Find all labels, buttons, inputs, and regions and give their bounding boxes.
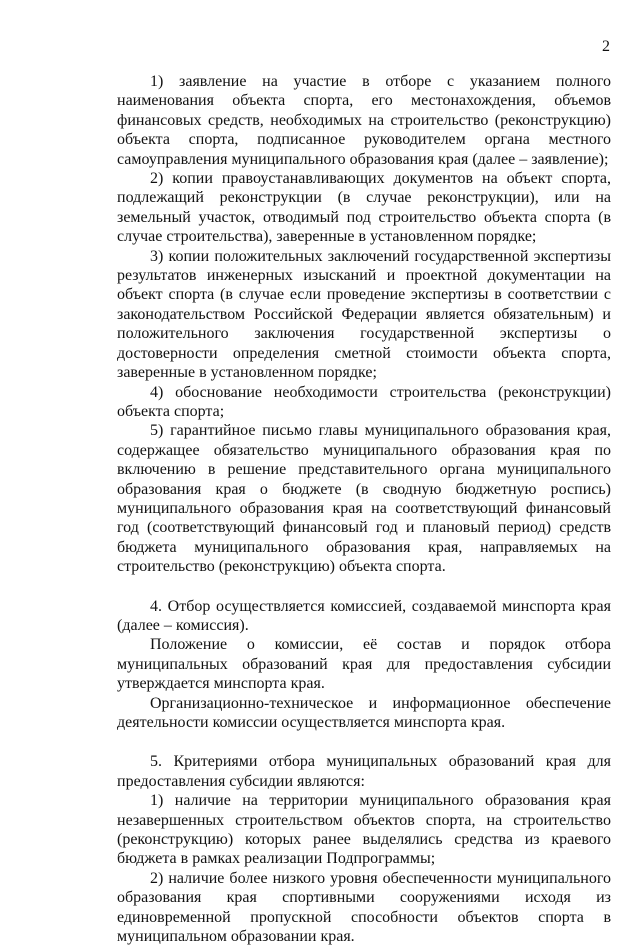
section-4-selection: 4. Отбор осуществляется комиссией, создаваемой минспорта края (далее – комиссия).	[117, 597, 611, 634]
section-4-commission-regulation: Положение о комиссии, её состав и порядок отбора муниципальных образований края для предоставления субсидии утверждается минспорта края.	[117, 636, 611, 693]
document-body	[117, 72, 611, 946]
list-item-title-documents: 2) копии правоустанавливающих документов на объект спорта, подлежащий реконструкции (в случае реконструкции), или на земельный участок, отводимый под строительство объекта спорта (в случае строительства), заверенные в установленном порядке;	[117, 170, 611, 246]
criterion-low-provision: 2) наличие более низкого уровня обеспеченности муниципального образования края спортивными сооружениями исходя из единовременной пропускной способности объектов спорта в муниципальном образовании края.	[117, 869, 611, 946]
list-item-justification: 4) обоснование необходимости строительства (реконструкции) объекта спорта;	[117, 383, 611, 420]
list-item-application: 1) заявление на участие в отборе с указанием полного наименования объекта спорта, его местонахождения, объемов финансовых средств, необходимых на строительство (реконструкцию) объекта спорта, подписанное руководителем органа местного самоуправления муниципального образования края (далее – заявление);	[117, 73, 611, 168]
section-4-support: Организационно-техническое и информационное обеспечение деятельности комиссии осуществляется минспорта края.	[117, 694, 611, 731]
list-item-guarantee-letter: 5) гарантийное письмо главы муниципального образования края, содержащее обязательство муниципального образования края по включению в решение представительного органа муниципального образования края о бюджете (в сводную бюджетную роспись) муниципального образования края на соответствующий финансовый год (соответствующий финансовый год и плановый период) средств бюджета муниципального образования края, направляемых на строительство (реконструкцию) объекта спорта.	[117, 422, 611, 576]
criterion-unfinished-objects: 1) наличие на территории муниципального образования края незавершенных строительством объектов спорта, на строительство (реконструкцию) которых ранее выделялись средства из краевого бюджета в рамках реализации Подпрограммы;	[117, 792, 611, 868]
page-number: 2	[602, 38, 610, 55]
section-5-criteria: 5. Критериями отбора муниципальных образований края для предоставления субсидии являются:	[117, 753, 611, 790]
list-item-expertise-conclusions: 3) копии положительных заключений государственной экспертизы результатов инженерных изысканий и проектной документации на объект спорта (в случае если проведение экспертизы в соответствии с законодательством Российской Федерации является обязательным) и положительного заключения государственной экспертизы о достоверности определения сметной стоимости объекта спорта, заверенные в установленном порядке;	[117, 247, 611, 382]
